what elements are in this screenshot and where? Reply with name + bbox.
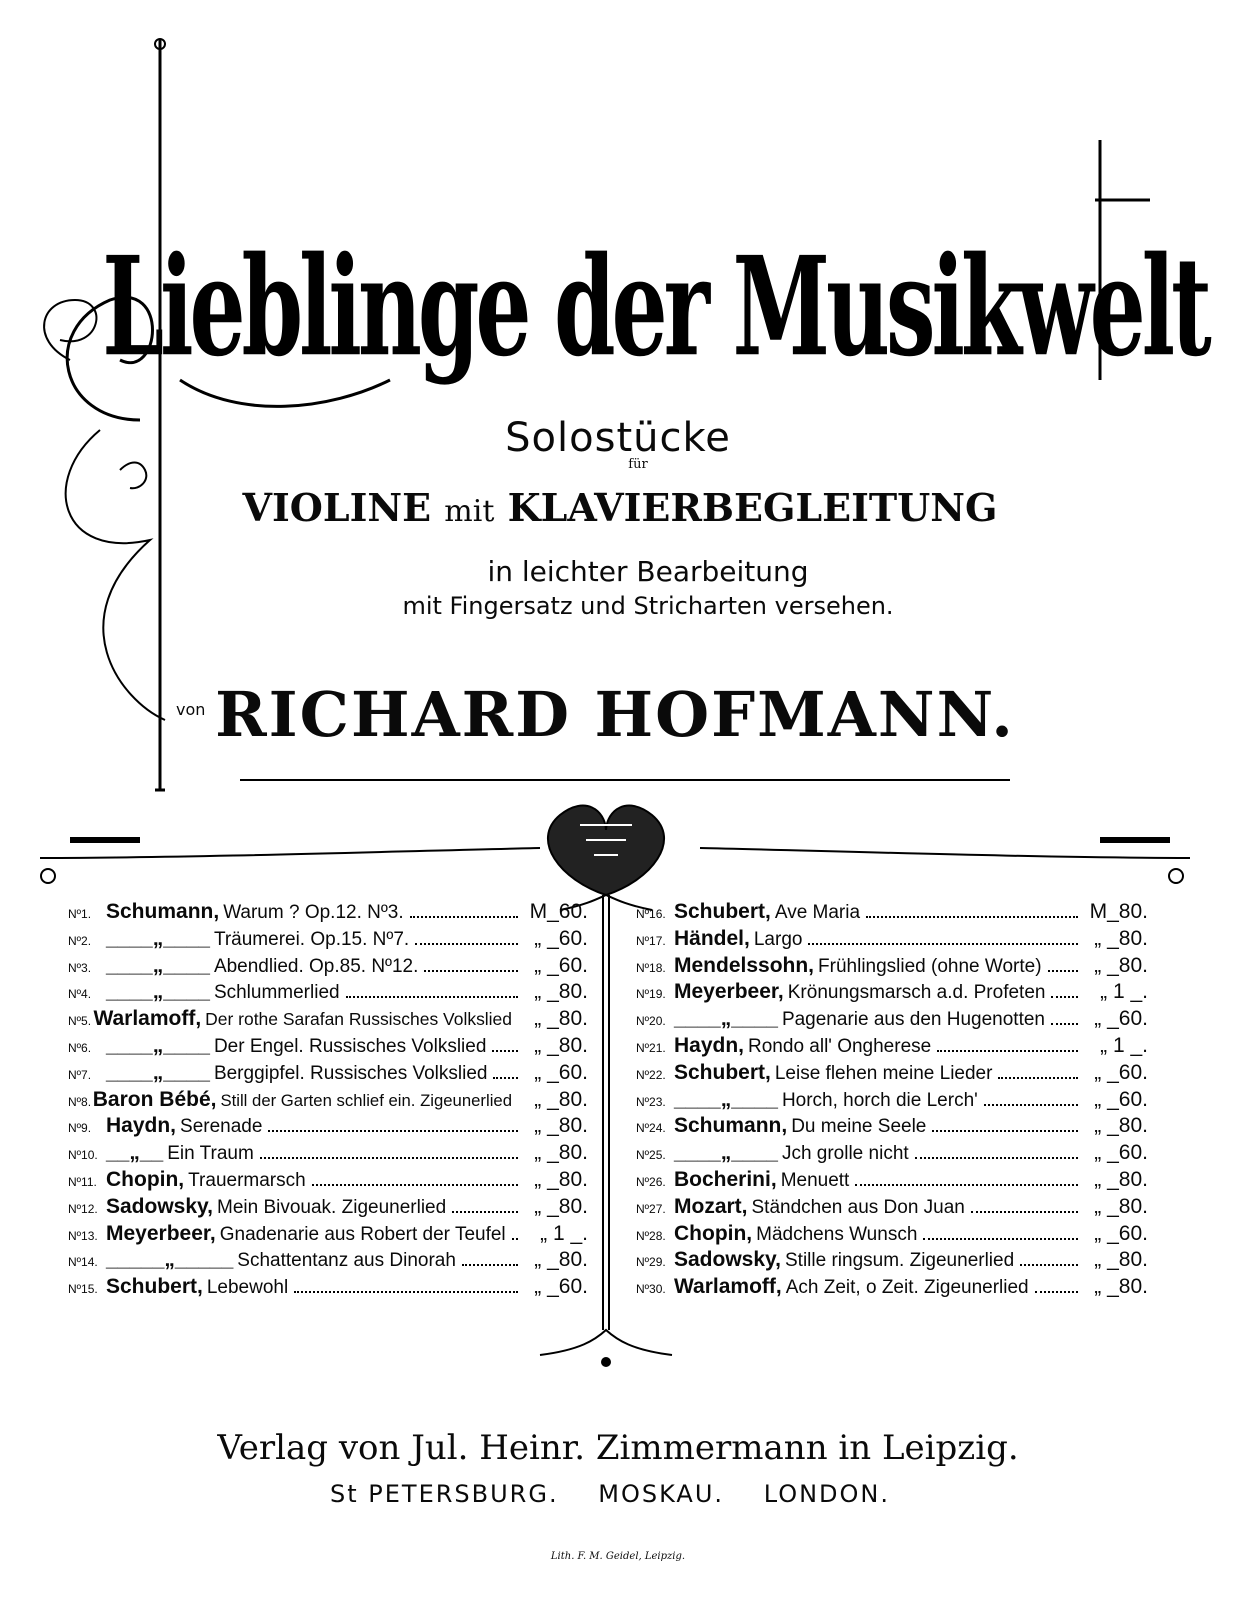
catalog-composer: ____„____ [106,1060,210,1084]
catalog-number: Nº19. [636,987,666,1002]
catalog-piece: Der Engel. Russisches Volkslied [213,1036,487,1057]
catalog-price: „ _60. [534,926,588,950]
catalog-piece: Du meine Seele [791,1116,927,1138]
catalog-price: „ _60. [1094,1060,1148,1084]
catalog-piece: Gnadenarie aus Robert der Teufel [219,1223,506,1245]
catalog-number: Nº15. [68,1282,98,1297]
catalog-price: „ _60. [1094,1221,1148,1245]
city-1: St PETERSBURG. [330,1480,559,1508]
dot-leader [932,1116,1078,1132]
catalog-composer: ____„____ [674,1141,778,1165]
catalog-composer: Schumann, [674,1114,788,1138]
center-divider [603,895,609,1330]
catalog-number: Nº24. [636,1121,666,1136]
catalog-entry [636,900,1148,926]
catalog-composer: Meyerbeer, [674,980,784,1004]
catalog-composer: Chopin, [674,1221,753,1245]
catalog-number: Nº1. [68,907,92,921]
subtitle: Solostücke [505,415,731,461]
catalog-number: Nº28. [636,1228,666,1243]
dot-leader [915,1143,1078,1159]
catalog-entry [68,1141,588,1167]
catalog-composer: _____„_____ [106,1248,234,1272]
catalog-piece: Pagenarie aus den Hugenotten [781,1009,1045,1031]
catalog-composer: Haydn, [106,1114,177,1138]
catalog-price: „ _60. [1094,1141,1148,1165]
catalog-price: M_60. [529,900,588,923]
catalog-piece: Frühlingslied (ohne Worte) [818,955,1042,977]
catalog-composer: Sadowsky, [674,1248,781,1272]
catalog-price: „ _60. [534,1275,588,1299]
catalog-number: Nº18. [636,960,666,975]
dot-leader [424,956,518,972]
edition-line-1: in leichter Bearbeitung [487,555,809,588]
catalog-entry [636,980,1148,1006]
dot-leader [493,1063,518,1079]
catalog-piece: Ein Traum [167,1143,254,1165]
catalog-left-column [68,900,588,1310]
catalog-number: Nº9. [68,1121,92,1136]
edition-line-2: mit Fingersatz und Stricharten versehen. [402,592,894,620]
catalog-entry [68,900,588,926]
catalog-entry [636,1007,1148,1033]
von-label: von [176,700,206,719]
city-3: LONDON. [763,1480,890,1508]
catalog-piece: Ständchen aus Don Juan [751,1196,965,1218]
catalog-price: „ _80. [534,1114,588,1138]
catalog-entry [68,1061,588,1087]
catalog-price: „ _80. [534,1168,588,1191]
catalog-entry [68,1222,588,1248]
dot-leader [937,1036,1078,1052]
catalog-number: Nº10. [68,1148,98,1163]
catalog-entry [68,1168,588,1194]
catalog-composer: Schubert, [674,1060,771,1084]
lithographer-credit: Lith. F. M. Geidel, Leipzig. [550,1551,686,1562]
catalog-composer: Schubert, [674,900,771,923]
catalog-piece: Berggipfel. Russisches Volkslied [213,1062,488,1084]
catalog-entry [68,1088,588,1114]
catalog-piece: Largo [753,928,803,950]
catalog-number: Nº25. [636,1148,666,1163]
catalog-entry [68,1195,588,1221]
catalog-piece: Menuett [780,1170,850,1191]
catalog-piece: Krönungsmarsch a.d. Profeten [787,982,1046,1004]
catalog-piece: Schlummerlied [213,982,340,1004]
catalog-number: Nº17. [636,933,666,948]
instrument-main: VIOLINE [242,485,432,530]
dot-leader [260,1143,518,1159]
catalog-entry [636,1248,1148,1274]
catalog-price: „ 1 _. [540,1221,588,1245]
catalog-price: „ _60. [534,953,588,977]
catalog-composer: ____„____ [106,980,210,1004]
catalog-piece: Serenade [180,1116,263,1138]
catalog-composer: Mendelssohn, [674,953,815,977]
catalog-number: Nº6. [68,1041,92,1055]
catalog-composer: Schubert, [106,1275,203,1299]
catalog-composer: ____„____ [106,1034,210,1057]
catalog-piece: Stille ringsum. Zigeunerlied [785,1250,1015,1272]
catalog-entry [68,1275,588,1301]
page-title: Lieblinge der Musikwelt [102,225,1208,387]
dot-leader [1020,1250,1078,1266]
catalog-price: „ _80. [534,1034,588,1057]
catalog-piece: Mädchens Wunsch [756,1223,918,1245]
dot-leader [268,1116,518,1132]
fur-label: für [628,457,648,472]
catalog-entry [68,1248,588,1274]
catalog-number: Nº3. [68,960,92,975]
catalog-price: „ _80. [1094,1275,1148,1299]
catalog-piece: Schattentanz aus Dinorah [237,1250,456,1272]
dot-leader [512,1224,518,1240]
catalog-composer: Mozart, [674,1194,748,1218]
catalog-entry [68,1114,588,1140]
catalog-number: Nº23. [636,1094,666,1109]
catalog-piece: Mein Bivouak. Zigeunerlied [217,1196,447,1218]
catalog-number: Nº30. [636,1282,666,1297]
catalog-composer: ____„____ [106,926,210,950]
dot-leader [1051,982,1078,998]
catalog-price: „ _80. [534,1087,588,1111]
catalog-composer: ____„____ [106,953,210,977]
dot-leader [984,1090,1078,1106]
catalog-piece: Leise flehen meine Lieder [774,1062,993,1084]
dot-leader [415,929,518,945]
catalog-entry [636,1168,1148,1194]
catalog-price: „ _80. [534,1141,588,1165]
catalog-entry [68,1034,588,1060]
catalog-piece: Ach Zeit, o Zeit. Zigeunerlied [785,1277,1029,1299]
catalog-piece: Trauermarsch [188,1170,306,1191]
catalog-price: „ _80. [1094,1168,1148,1191]
catalog-number: Nº20. [636,1014,666,1029]
catalog-price: „ _80. [534,1007,588,1031]
catalog-composer: __„__ [106,1141,164,1165]
dot-leader [998,1063,1078,1079]
dot-leader [294,1277,518,1293]
catalog-composer: Chopin, [106,1168,185,1191]
catalog-number: Nº27. [636,1201,666,1216]
catalog-piece: Träumerei. Op.15. Nº7. [213,928,410,950]
catalog-entry [68,1007,588,1033]
catalog-piece: Still der Garten schlief ein. Zigeunerlied [220,1090,512,1110]
catalog-price: „ _60. [1094,1007,1148,1031]
catalog-entry [68,927,588,953]
catalog-price: „ _80. [1094,1114,1148,1138]
catalog-number: Nº2. [68,933,92,948]
catalog-number: Nº5. [68,1014,92,1029]
catalog-entry [636,1275,1148,1301]
catalog-composer: ____„____ [674,1007,778,1031]
dot-leader [312,1170,518,1186]
catalog-number: Nº4. [68,987,92,1002]
heart-ornament [548,806,664,895]
catalog-number: Nº21. [636,1041,666,1055]
city-2: MOSKAU. [598,1480,725,1508]
catalog-composer: ____„____ [674,1087,778,1111]
catalog-entry [636,1222,1148,1248]
catalog-number: Nº12. [68,1201,98,1216]
dot-leader [866,902,1078,918]
catalog-price: „ _80. [534,980,588,1004]
title-block [40,70,1208,410]
catalog-composer: Haydn, [674,1034,745,1057]
catalog-number: Nº29. [636,1255,666,1270]
catalog-entry [636,1088,1148,1114]
catalog-piece: Jch grolle nicht [781,1143,909,1165]
catalog-piece: Ave Maria [774,902,861,923]
dot-leader [462,1250,518,1266]
catalog-price: „ _80. [1094,953,1148,977]
catalog-composer: Händel, [674,926,750,950]
catalog-price: „ 1 _. [1100,1034,1148,1057]
catalog-price: „ _80. [534,1194,588,1218]
dot-leader [1051,1009,1078,1025]
dot-leader [855,1170,1078,1186]
catalog-entry [636,1061,1148,1087]
catalog-piece: Rondo all' Ongherese [748,1036,932,1057]
catalog-price: „ 1 _. [1100,980,1148,1004]
instrument-line [240,463,1000,557]
catalog-composer: Warlamoff, [674,1275,782,1299]
catalog-price: „ _80. [1094,926,1148,950]
dot-leader [452,1197,518,1213]
catalog-entry [68,954,588,980]
instrument-accomp: KLAVIERBEGLEITUNG [507,485,998,530]
catalog-number: Nº26. [636,1175,666,1189]
catalog-composer: Meyerbeer, [106,1221,216,1245]
publisher: Verlag von Jul. Heinr. Zimmermann in Leipzig. [217,1428,1019,1468]
catalog-piece: Lebewohl [206,1277,289,1299]
catalog-piece: Warum ? Op.12. Nº3. [223,902,404,923]
catalog-right-column [636,900,1148,1310]
catalog-number: Nº14. [68,1255,98,1270]
catalog-number: Nº7. [68,1067,92,1082]
catalog-entry [68,980,588,1006]
catalog-entry [636,954,1148,980]
catalog-composer: Warlamoff, [93,1007,202,1031]
catalog-composer: Baron Bébé, [92,1087,217,1111]
catalog-piece: Der rothe Sarafan Russisches Volkslied [205,1009,512,1030]
catalog-number: Nº13. [68,1228,98,1243]
catalog-price: „ _60. [1094,1087,1148,1111]
catalog-entry [636,1114,1148,1140]
catalog-number: Nº22. [636,1067,666,1082]
catalog-piece: Horch, horch die Lerch' [781,1089,978,1111]
catalog-number: Nº11. [68,1175,97,1189]
dot-leader [492,1036,518,1052]
dot-leader [410,902,518,918]
catalog-composer: Sadowsky, [106,1194,213,1218]
dot-leader [1035,1277,1078,1293]
catalog-entry [636,1141,1148,1167]
dot-leader [971,1197,1078,1213]
catalog-entry [636,1034,1148,1060]
catalog-entry [636,1195,1148,1221]
publisher-cities [330,1480,890,1508]
catalog-price: „ _80. [1094,1194,1148,1218]
dot-leader [923,1224,1078,1240]
catalog-composer: Bocherini, [674,1168,777,1191]
catalog-number: Nº8. [68,1094,92,1109]
dot-leader [808,929,1078,945]
instrument-mit: mit [444,494,495,529]
catalog-price: „ _80. [534,1248,588,1272]
catalog-entry [636,927,1148,953]
catalog-price: „ _80. [1094,1248,1148,1272]
catalog-composer: Schumann, [106,900,220,923]
dot-leader [1048,956,1078,972]
composer-name: RICHARD HOFMANN. [215,678,1015,751]
dot-leader [346,982,518,998]
catalog-number: Nº16. [636,907,666,921]
catalog-piece: Abendlied. Op.85. Nº12. [213,955,419,977]
catalog-price: „ _60. [534,1060,588,1084]
catalog-price: M_80. [1089,900,1148,923]
